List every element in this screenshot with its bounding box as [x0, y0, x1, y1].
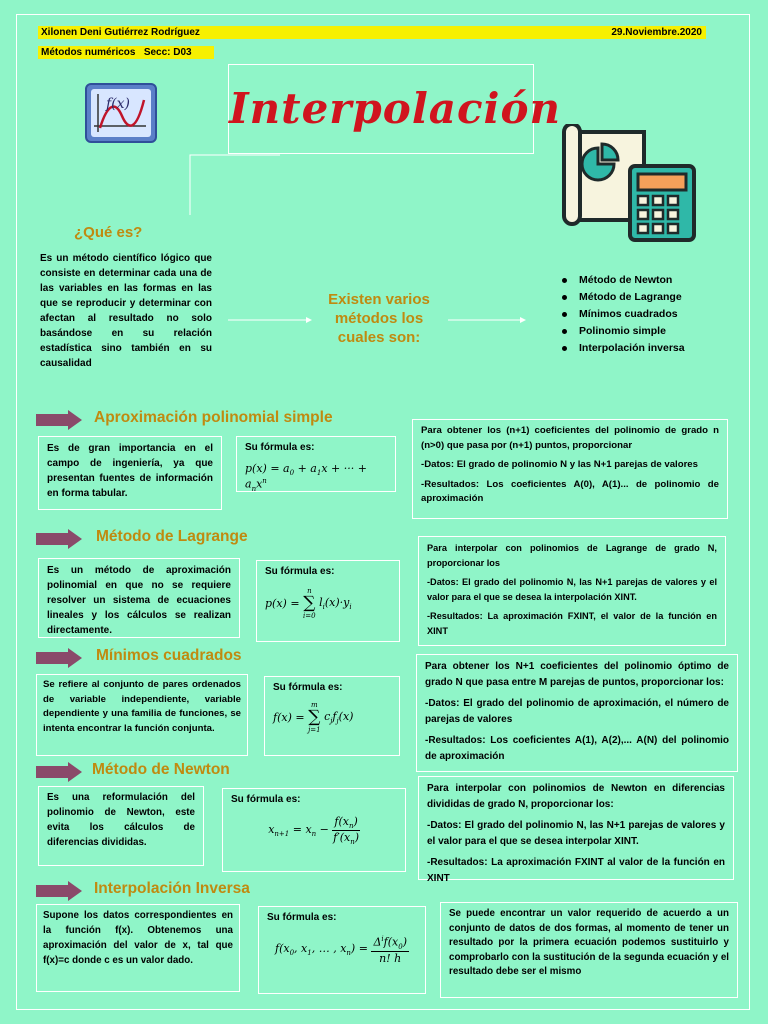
methods-item: Método de Newton	[562, 272, 685, 289]
formula-label: Su fórmula es:	[231, 794, 301, 805]
info-text: -Resultados: La aproximación FXINT al valor de la función en XINT	[427, 857, 725, 884]
formula-lagrange: p(x) = n ∑ i=0 $l_i(x)\cdot y_i$	[265, 587, 352, 620]
what-heading: ¿Qué es?	[74, 224, 143, 241]
formula-newton: $x_{n+1} = x_n$ − $\frac{f(x_n)}{f'(x_n)}$	[268, 815, 360, 847]
info-box	[418, 776, 734, 884]
course-name: Métodos numéricos	[41, 47, 136, 58]
methods-item: Interpolación inversa	[562, 340, 685, 357]
definition-text: Es un método científico lógico que consiste en determinar cada una de las variables en las formas en las que se reproducir y determinar con afectan al resultado no solo basándose en su relación estadística sino también en su causalidad	[40, 253, 212, 369]
info-box	[412, 419, 728, 519]
arrow-icon	[36, 762, 82, 782]
info-text: Se puede encontrar un valor requerido de acuerdo a un conjunto de datos de dos formas, al momento de tener un resultado por la primera ecuación podemos sustituirlo y comprobarlo con la sustitución de la segunda ecuación y el resultado debe ser el mismo	[449, 908, 729, 977]
arrow-icon	[36, 648, 82, 668]
info-text: -Resultados: Los coeficientes A(1), A(2),... A(N) del polinomio de aproximación	[425, 735, 729, 762]
formula-box	[256, 560, 400, 642]
section-description: Es de gran importancia en el campo de ingeniería, ya que presentan fuentes de información en forma tabular.	[38, 436, 222, 510]
section-description: Es una reformulación del polinomio de Newton, este evita los cálculos de diferencias divididas.	[38, 786, 204, 866]
formula-box	[222, 788, 406, 872]
info-text: -Datos: El grado de polinomio N y las N+1 parejas de valores	[421, 459, 698, 470]
svg-text:f(x): f(x)	[106, 96, 131, 112]
course-section: Secc: D03	[143, 47, 192, 58]
info-box	[418, 536, 726, 646]
section-description: Supone los datos correspondientes en la función f(x). Obtenemos una aproximación del valor de x, tal que f(x)=c donde c es un valor dado.	[36, 904, 240, 992]
info-text: -Datos: El grado del polinomio N, las N+1 parejas de valores y el valor para el que se desea interpolar XINT.	[427, 820, 725, 847]
methods-item: Mínimos cuadrados	[562, 306, 685, 323]
info-text: Para obtener los N+1 coeficientes del polinomio óptimo de grado N que pasa entre M parejas de puntos, proporcionar los:	[425, 661, 729, 688]
info-box	[440, 902, 738, 998]
formula-box	[236, 436, 396, 492]
methods-item: Método de Lagrange	[562, 289, 685, 306]
section-title-least-squares: Mínimos cuadrados	[96, 647, 242, 664]
author-name: Xilonen Deni Gutiérrez Rodríguez	[41, 27, 200, 38]
arrow-icon	[36, 410, 82, 430]
formula-inverse: $f(x_0$, $x_1$, … , $x_n$) = $\Delta^if(x_0)$ n! h	[275, 935, 407, 965]
date: 29.Noviembre.2020	[611, 27, 702, 38]
info-text: Para obtener los (n+1) coeficientes del polinomio de grado n (n>0) que pasa por (n+1) puntos, proporcionar	[421, 425, 719, 451]
formula-least-squares: f(x) = m ∑ j=1 $c_jf_j(x)$	[273, 701, 354, 734]
formula-label: Su fórmula es:	[267, 912, 337, 923]
info-text: -Resultados: Los coeficientes A(0), A(1)... de polinomio de aproximación	[421, 478, 719, 504]
section-title-inverse: Interpolación Inversa	[94, 880, 250, 897]
formula-simple: $p(x) = a_0 + a_1x$ + ··· + $a_nx^n$	[245, 462, 367, 494]
section-description: Es un método de aproximación polinomial en que no se requiere resolver un sistema de ecuaciones lineales y los cálculos se realizan directamente.	[38, 558, 240, 638]
info-text: -Datos: El grado del polinomio N, las N+1 parejas de valores y el valor para el que se desea la interpolación XINT.	[427, 577, 717, 602]
methods-item: Polinomio simple	[562, 323, 685, 340]
section-title-newton: Método de Newton	[92, 761, 230, 778]
info-text: Para interpolar con polinomios de Lagrange de grado N, proporcionar los	[427, 543, 717, 568]
info-text: Para interpolar con polinomios de Newton en diferencias divididas de grado N, proporcionar los:	[427, 783, 725, 810]
formula-box	[264, 676, 400, 756]
arrow-icon	[36, 529, 82, 549]
page-title: Interpolación	[229, 84, 562, 133]
section-title-lagrange: Método de Lagrange	[96, 528, 248, 545]
section-description: Se refiere al conjunto de pares ordenados de variable independiente, variable dependiente y una familia de funciones, se intenta encontrar la función conjunta.	[36, 674, 248, 756]
formula-label: Su fórmula es:	[273, 682, 343, 693]
info-box	[416, 654, 738, 772]
methods-intro: Existen varios métodos los cuales son:	[328, 291, 430, 346]
arrow-icon	[36, 881, 82, 901]
formula-label: Su fórmula es:	[245, 442, 315, 453]
formula-label: Su fórmula es:	[265, 566, 335, 577]
formula-box	[258, 906, 426, 994]
methods-list	[562, 272, 685, 357]
section-title-simple: Aproximación polinomial simple	[94, 409, 333, 426]
info-text: -Resultados: La aproximación FXINT, el valor de la función en XINT	[427, 611, 717, 636]
info-text: -Datos: El grado del polinomio de aproximación, el número de parejas de valores	[425, 698, 729, 725]
